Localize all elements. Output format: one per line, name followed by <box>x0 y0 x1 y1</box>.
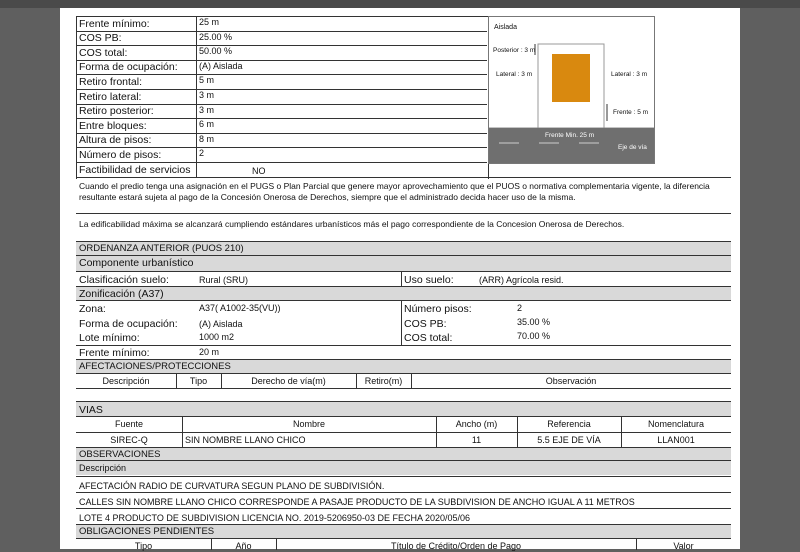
params-row-line <box>76 31 487 32</box>
vias-col-ancho: Ancho (m) <box>455 419 498 429</box>
forma-label: Forma de ocupación: <box>79 318 178 330</box>
param-value: NO <box>252 166 266 176</box>
npisos-value: 2 <box>517 303 523 313</box>
clasificacion-row <box>76 271 731 287</box>
costot-label: COS total: <box>404 332 453 344</box>
note-2: La edificabilidad máxima se alcanzará cumpliendo estándares urbanísticos más el pago correspondiente de la Concesion Onerosa de Derechos. <box>79 219 625 229</box>
clasif-value: Rural (SRU) <box>199 275 249 285</box>
vias-row-nombre: SIN NOMBRE LLANO CHICO <box>185 435 306 445</box>
uso-value: (ARR) Agrícola resid. <box>479 275 564 285</box>
param-value: 25.00 % <box>199 31 233 42</box>
diagram-frente-min: Frente Min. 25 m <box>545 132 595 139</box>
note-1: Cuando el predio tenga una asignación en el PUGS o Plan Parcial que genere mayor aprovechamiento que el PUOS o normativa complementaria vigente, la diferencia resultante estará sujeta al pago de la Concesión Onerosa de Derechos, siempre que el administrado decida hacer uso de la misma. <box>79 181 710 202</box>
vias-table <box>76 416 731 447</box>
vias-header <box>76 401 731 417</box>
observaciones-header <box>76 447 731 461</box>
diagram-lateral-left: Lateral : 3 m <box>496 71 533 78</box>
afect-col-derecho: Derecho de vía(m) <box>251 376 326 386</box>
param-label: Forma de ocupación: <box>79 61 178 74</box>
vias-col-nomenclatura: Nomenclatura <box>647 419 705 429</box>
vias-col-nombre: Nombre <box>292 419 325 429</box>
afectaciones-header <box>76 359 731 373</box>
zonificacion-header <box>76 286 731 301</box>
componente-text: Componente urbanístico <box>79 257 194 269</box>
viewer-top-bar <box>0 0 800 8</box>
zona-label: Zona: <box>79 303 106 315</box>
observacion-item <box>76 476 731 493</box>
param-value: 8 m <box>199 133 215 144</box>
param-label: Entre bloques: <box>79 119 147 132</box>
param-value: 2 <box>199 148 205 159</box>
vias-row-fuente: SIREC-Q <box>110 435 148 445</box>
vias-col-referencia: Referencia <box>547 419 591 429</box>
frente-value: 20 m <box>199 347 220 357</box>
lote-label: Lote mínimo: <box>79 332 140 344</box>
obligaciones-cols <box>76 538 731 550</box>
ordenanza-header <box>76 241 731 255</box>
oblig-col-anio: Año <box>235 541 252 551</box>
costot-value: 70.00 % <box>517 331 551 341</box>
obligaciones-header-text: OBLIGACIONES PENDIENTES <box>79 526 215 537</box>
note-2-box <box>76 213 731 241</box>
observaciones-header-text: OBSERVACIONES <box>79 449 161 460</box>
param-label: Retiro lateral: <box>79 90 142 103</box>
zona-block <box>76 300 731 360</box>
ordenanza-header-text: ORDENANZA ANTERIOR (PUOS 210) <box>79 243 244 254</box>
param-label: COS total: <box>79 46 128 59</box>
afect-col-desc: Descripción <box>102 376 150 386</box>
obligaciones-header <box>76 524 731 538</box>
npisos-label: Número pisos: <box>404 303 472 315</box>
observacion-1: AFECTACIÓN RADIO DE CURVATURA SEGUN PLANO DE SUBDIVISIÓN. <box>79 481 385 491</box>
clasif-label: Clasificación suelo: <box>79 274 169 286</box>
param-value: 5 m <box>199 75 215 86</box>
oblig-col-titulo: Título de Crédito/Orden de Pago <box>390 541 522 551</box>
lote-value: 1000 m2 <box>199 332 235 342</box>
observacion-item <box>76 492 731 509</box>
oblig-col-tipo: Tipo <box>134 541 153 551</box>
observacion-3: LOTE 4 PRODUCTO DE SUBDIVISION LICENCIA NO. 2019-5206950-03 DE FECHA 2020/05/06 <box>79 513 470 523</box>
uso-label: Uso suelo: <box>404 274 454 286</box>
param-label: Altura de pisos: <box>79 134 152 147</box>
param-label: Retiro posterior: <box>79 105 154 118</box>
param-value: (A) Aislada <box>199 60 243 71</box>
vias-col-fuente: Fuente <box>114 419 144 429</box>
param-label: Factibilidad de servicios <box>79 163 191 176</box>
param-value: 6 m <box>199 119 215 130</box>
cospb-value: 35.00 % <box>517 317 551 327</box>
afect-col-obs: Observación <box>545 376 597 386</box>
observacion-item <box>76 508 731 525</box>
cospb-label: COS PB: <box>404 318 447 330</box>
observaciones-desc <box>76 460 731 475</box>
oblig-col-valor: Valor <box>673 541 694 551</box>
setback-diagram <box>488 16 655 164</box>
diagram-posterior: Posterior : 3 m <box>493 47 536 54</box>
param-label: Retiro frontal: <box>79 75 143 88</box>
param-label: COS PB: <box>79 32 122 45</box>
vias-row-nomenclatura: LLAN001 <box>657 435 695 445</box>
afectaciones-header-text: AFECTACIONES/PROTECCIONES <box>79 361 231 372</box>
diagram-eje: Eje de vía <box>618 144 647 151</box>
forma-value: (A) Aislada <box>199 319 243 329</box>
zona-value: A37( A1002-35(VU)) <box>199 303 281 313</box>
vias-header-text: VIAS <box>79 404 103 416</box>
zonificacion-text: Zonificación (A37) <box>79 288 164 300</box>
diagram-lateral-right: Lateral : 3 m <box>611 71 648 78</box>
afectaciones-empty-row <box>76 388 731 401</box>
param-value: 50.00 % <box>199 46 233 57</box>
params-row-line <box>76 45 487 46</box>
param-label: Frente mínimo: <box>79 17 150 30</box>
param-value: 25 m <box>199 17 220 27</box>
frente-label: Frente mínimo: <box>79 347 150 359</box>
param-label: Número de pisos: <box>79 148 162 161</box>
vias-row-ancho: 11 <box>471 435 482 445</box>
param-value: 3 m <box>199 104 215 115</box>
afect-col-tipo: Tipo <box>189 376 208 386</box>
componente-header <box>76 255 731 271</box>
observacion-2: CALLES SIN NOMBRE LLANO CHICO CORRESPONDE A PASAJE PRODUCTO DE LA SUBDIVISION DE ANCHO IGUAL A 11 METROS <box>79 497 635 507</box>
params-divider <box>196 16 197 178</box>
diagram-title: Aislada <box>494 24 517 31</box>
afect-col-retiro: Retiro(m) <box>364 376 403 386</box>
note-1-box <box>76 177 731 214</box>
param-value: 3 m <box>199 90 215 100</box>
afectaciones-cols <box>76 373 731 389</box>
observaciones-desc-text: Descripción <box>79 463 127 473</box>
vias-row-referencia: 5.5 EJE DE VÍA <box>537 435 601 445</box>
diagram-frente: Frente : 5 m <box>613 109 649 116</box>
